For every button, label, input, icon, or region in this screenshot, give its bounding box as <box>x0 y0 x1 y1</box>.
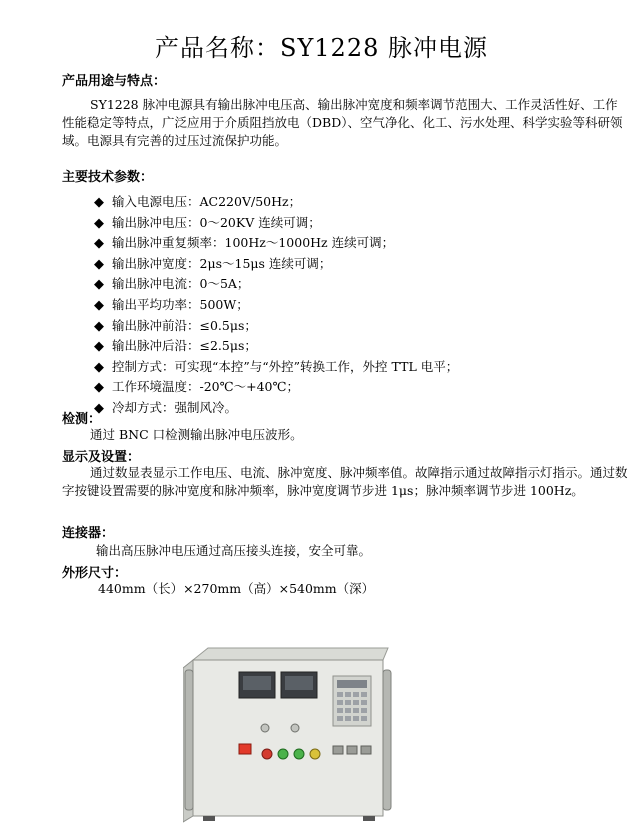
params-list <box>94 192 458 419</box>
diamond-bullet-icon: ◆ <box>94 236 104 252</box>
diamond-bullet-icon: ◆ <box>94 215 104 231</box>
product-photo <box>183 646 408 824</box>
usage-paragraph: SY1228 脉冲电源具有输出脉冲电压高、输出脉冲宽度和频率调节范围大、工作灵活性好、工作性能稳定等特点，广泛应用于介质阻挡放电（DBD）、空气净化、化工、污水处理、科学实验等科研领域。电源具有完善的过压过流保护功能。 <box>62 97 623 148</box>
param-item: ◆ 输出脉冲后沿：≤2.5μs； <box>94 336 458 357</box>
diamond-bullet-icon: ◆ <box>94 297 104 313</box>
param-item: ◆ 输出脉冲电压：0～20KV 连续可调； <box>94 213 458 234</box>
diamond-bullet-icon: ◆ <box>94 380 104 396</box>
connector-heading: 连接器： <box>62 526 115 541</box>
connector-paragraph: 输出高压脉冲电压通过高压接头连接，安全可靠。 <box>96 543 372 558</box>
param-item: ◆ 输出脉冲宽度：2μs～15μs 连续可调； <box>94 254 458 275</box>
param-item: ◆ 冷却方式：强制风冷。 <box>94 398 458 419</box>
usage-heading: 产品用途与特点： <box>62 74 167 89</box>
dims-heading: 外形尺寸： <box>62 566 128 581</box>
param-item: ◆ 输入电源电压：AC220V/50Hz； <box>94 192 458 213</box>
page-title: 产品名称：SY1228 脉冲电源 <box>155 34 488 62</box>
param-item: ◆ 输出平均功率：500W； <box>94 295 458 316</box>
param-item: ◆ 工作环境温度：-20℃～+40℃； <box>94 377 458 398</box>
diamond-bullet-icon: ◆ <box>94 277 104 293</box>
diamond-bullet-icon: ◆ <box>94 318 104 334</box>
detect-heading: 检测： <box>62 412 102 427</box>
display-paragraph: 通过数显表显示工作电压、电流、脉冲宽度、脉冲频率值。故障指示通过故障指示灯指示。通过数字按键设置需要的脉冲宽度和脉冲频率，脉冲宽度调节步进 1μs；脉冲频率调节步进 100Hz。 <box>62 465 628 498</box>
diamond-bullet-icon: ◆ <box>94 400 104 416</box>
param-item: ◆ 控制方式：可实现“本控”与“外控”转换工作，外控 TTL 电平； <box>94 357 458 378</box>
params-heading: 主要技术参数： <box>62 170 154 185</box>
display-heading: 显示及设置： <box>62 450 141 465</box>
param-item: ◆ 输出脉冲电流：0～5A； <box>94 274 458 295</box>
diamond-bullet-icon: ◆ <box>94 359 104 375</box>
param-item: ◆ 输出脉冲重复频率：100Hz～1000Hz 连续可调； <box>94 233 458 254</box>
diamond-bullet-icon: ◆ <box>94 339 104 355</box>
dims-paragraph: 440mm（长）×270mm（高）×540mm（深） <box>98 581 375 596</box>
param-item: ◆ 输出脉冲前沿：≤0.5μs； <box>94 316 458 337</box>
diamond-bullet-icon: ◆ <box>94 195 104 210</box>
detect-paragraph: 通过 BNC 口检测输出脉冲电压波形。 <box>90 427 303 442</box>
diamond-bullet-icon: ◆ <box>94 256 104 272</box>
